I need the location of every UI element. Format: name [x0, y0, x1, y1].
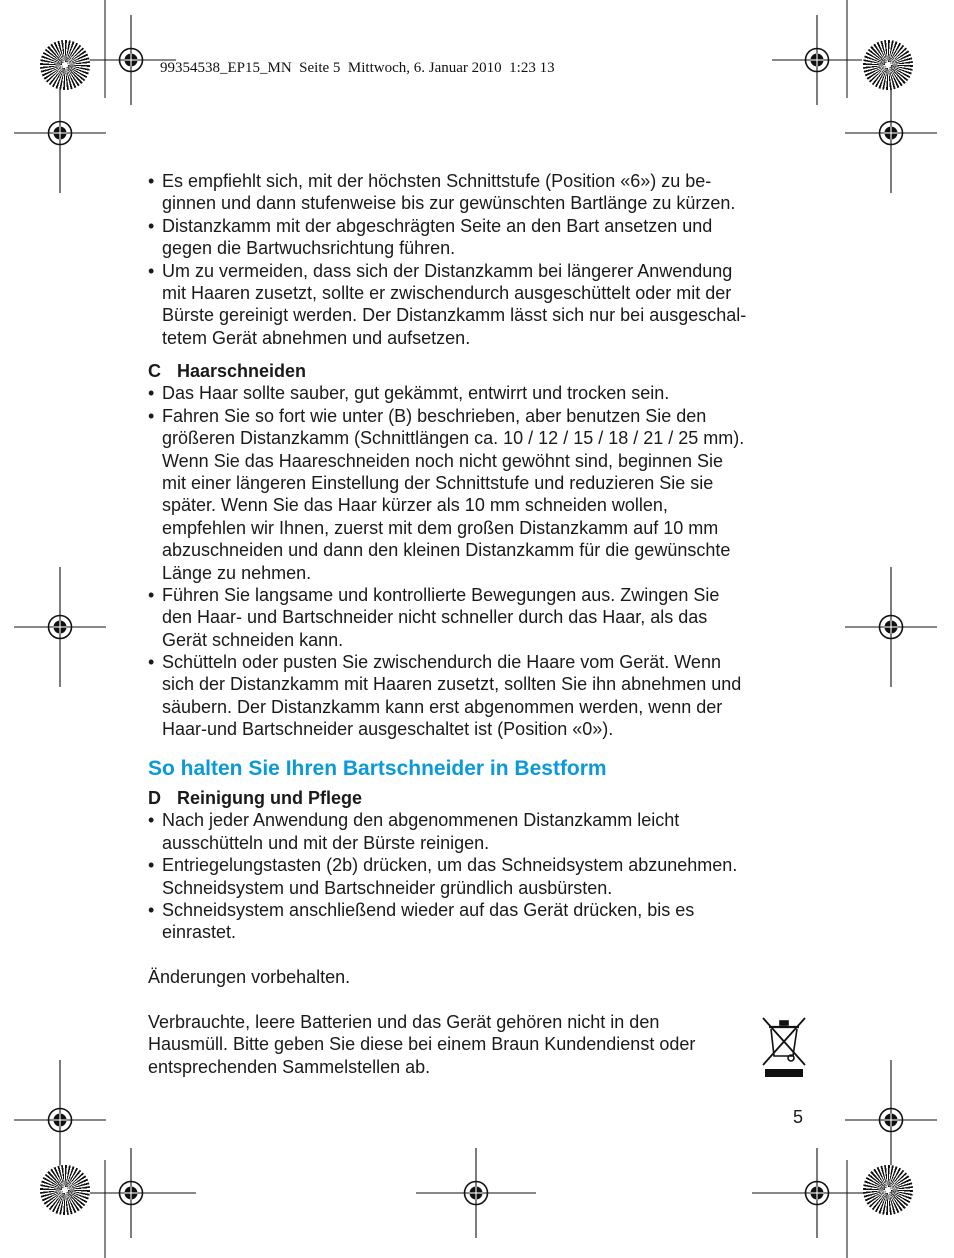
text-line: gegen die Bartwuchsrichtung führen.: [162, 238, 456, 259]
bullet-glyph: •: [148, 383, 155, 404]
section-c: [148, 360, 744, 741]
bullet-item: [148, 170, 746, 215]
text-line: Bürste gereinigt werden. Der Distanzkamm lässt sich nur bei ausgeschal-: [162, 305, 747, 326]
bullet-item: [148, 651, 744, 741]
registration-mark-icon: [14, 567, 106, 687]
registration-mark-icon: [845, 567, 937, 687]
starburst-mark-icon: [40, 40, 90, 90]
print-slug: 99354538_EP15_MN Seite 5 Mittwoch, 6. Januar 2010 1:23 13: [160, 60, 555, 76]
starburst-mark-icon: [40, 1165, 90, 1215]
bullet-glyph: •: [148, 171, 155, 191]
section-d: [148, 787, 737, 944]
text-line: Fahren Sie so fort wie unter (B) beschrieben, aber benutzen Sie den: [162, 405, 707, 426]
registration-mark-icon: [845, 73, 937, 193]
text-line: Gerät schneiden kann.: [162, 629, 344, 650]
section-title: [148, 360, 744, 382]
intro-bullet-list: [148, 170, 746, 349]
bullet-glyph: •: [148, 810, 155, 831]
section-letter: D: [148, 788, 161, 808]
section-title-text: Haarschneiden: [177, 361, 307, 381]
bullet-glyph: •: [148, 215, 155, 236]
text-line: ausschütteln und mit der Bürste reinigen.: [162, 832, 490, 853]
text-line: Länge zu nehmen.: [162, 562, 312, 583]
bullet-glyph: •: [148, 260, 155, 281]
text-line: abzuschneiden und dann den kleinen Distanzkamm für die gewünschte: [162, 540, 731, 561]
text-line: größeren Distanzkamm (Schnittlängen ca. 10 / 12 / 15 / 18 / 21 / 25 mm).: [162, 428, 745, 449]
bullet-item: [148, 854, 737, 899]
bullet-glyph: •: [148, 652, 155, 673]
section-title: [148, 787, 737, 809]
text-line: Das Haar sollte sauber, gut gekämmt, entwirrt und trocken sein.: [162, 383, 670, 404]
crossed-out-wheelie-bin-icon: [760, 1015, 808, 1081]
text-line: Nach jeder Anwendung den abgenommenen Distanzkamm leicht: [162, 810, 680, 831]
text-line: den Haar- und Bartschneider nicht schneller durch das Haar, als das: [162, 607, 708, 628]
disposal-note: [148, 1011, 695, 1078]
registration-mark-icon: [772, 15, 862, 105]
starburst-mark-icon: [863, 40, 913, 90]
text-line: Verbrauchte, leere Batterien und das Gerät gehören nicht in den: [148, 1012, 660, 1032]
bullet-item: [148, 405, 744, 584]
starburst-mark-icon: [863, 1165, 913, 1215]
text-line: sich der Distanzkamm mit Haaren zusetzt, sollten Sie ihn abnehmen und: [162, 674, 742, 695]
section-letter: C: [148, 361, 161, 381]
bullet-glyph: •: [148, 899, 155, 920]
registration-mark-icon: [14, 1060, 106, 1180]
text-line: Um zu vermeiden, dass sich der Distanzkamm bei längerer Anwendung: [162, 260, 733, 281]
text-line: Änderungen vorbehalten.: [148, 967, 351, 987]
bullet-item: [148, 584, 744, 651]
bullet-glyph: •: [148, 855, 155, 876]
text-line: säubern. Der Distanzkamm kann erst abgenommen werden, wenn der: [162, 696, 723, 717]
text-line: Wenn Sie das Haareschneiden noch nicht gewöhnt sind, beginnen Sie: [162, 450, 724, 471]
text-line: Schneidsystem und Bartschneider gründlich ausbürsten.: [162, 877, 613, 898]
bullet-item: [148, 382, 744, 404]
text-line: Haar-und Bartschneider ausgeschaltet ist (Position «0»).: [162, 719, 614, 740]
bullet-glyph: •: [148, 584, 155, 605]
text-line: Schütteln oder pusten Sie zwischendurch die Haare vom Gerät. Wenn: [162, 652, 721, 673]
text-line: später. Wenn Sie das Haar kürzer als 10 mm schneiden wollen,: [162, 495, 668, 516]
registration-mark-icon: [14, 73, 106, 193]
text-line: tetem Gerät abnehmen und aufsetzen.: [162, 327, 471, 348]
text-line: ginnen und dann stufenweise bis zur gewünschten Bartlänge zu kürzen.: [162, 193, 736, 214]
change-notice: [148, 966, 350, 988]
bullet-item: [148, 809, 737, 854]
bullet-glyph: •: [148, 405, 155, 426]
registration-mark-icon: [845, 1060, 937, 1180]
bullet-item: [148, 899, 737, 944]
text-line: Entriegelungstasten (2b) drücken, um das Schneidsystem abzunehmen.: [162, 855, 738, 876]
text-line: mit einer längeren Einstellung der Schnittstufe und reduzieren Sie sie: [162, 472, 714, 493]
page-number: 5: [793, 1107, 804, 1127]
text-line: einrastet.: [162, 922, 237, 943]
text-line: Schneidsystem anschließend wieder auf das Gerät drücken, bis es: [162, 899, 695, 920]
bullet-item: [148, 260, 746, 350]
bullet-item: [148, 215, 746, 260]
section-heading: So halten Sie Ihren Bartschneider in Bestform: [148, 757, 607, 780]
section-title-text: Reinigung und Pflege: [177, 788, 362, 808]
text-line: empfehlen wir Ihnen, zuerst mit dem großen Distanzkamm auf 10 mm: [162, 517, 719, 538]
text-line: mit Haaren zusetzt, sollte er zwischendurch ausgeschüttelt oder mit der: [162, 282, 732, 303]
text-line: Distanzkamm mit der abgeschrägten Seite an den Bart ansetzen und: [162, 215, 713, 236]
text-line: entsprechenden Sammelstellen ab.: [148, 1056, 431, 1077]
text-line: Es empfiehlt sich, mit der höchsten Schnittstufe (Position «6») zu be-: [162, 171, 712, 191]
registration-mark-icon: [416, 1148, 536, 1238]
text-line: Führen Sie langsame und kontrollierte Bewegungen aus. Zwingen Sie: [162, 584, 720, 605]
text-line: Hausmüll. Bitte geben Sie diese bei einem Braun Kundendienst oder: [148, 1034, 696, 1055]
